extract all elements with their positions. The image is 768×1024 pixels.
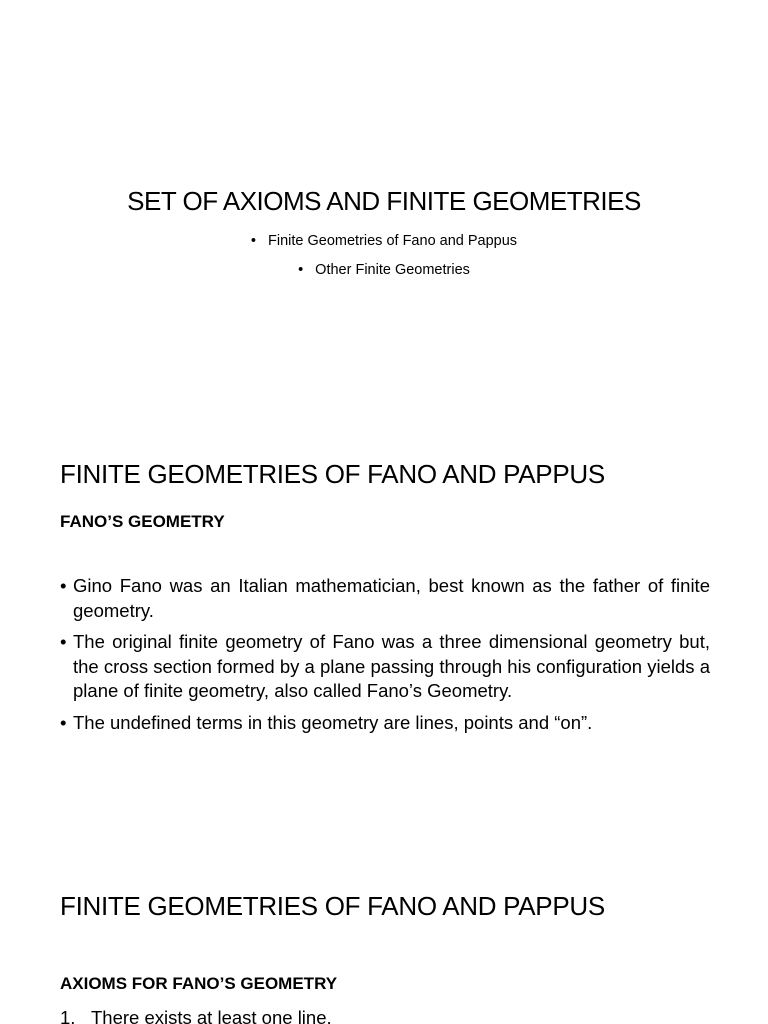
subtitle-item [0,227,768,256]
axiom-text: There exists at least one line. [91,1007,332,1024]
content-slide-axioms [0,864,768,1024]
list-item [60,711,710,736]
title-slide [0,0,768,432]
bullet-icon: • [60,711,67,733]
slide-heading: FINITE GEOMETRIES OF FANO AND PAPPUS [60,891,605,921]
bullet-icon: • [250,233,256,249]
subtitle-item-text: Finite Geometries of Fano and Pappus [268,233,518,249]
section-label: FANO’S GEOMETRY [60,512,225,531]
content-slide-fano-geometry [0,432,768,864]
slide-heading: FINITE GEOMETRIES OF FANO AND PAPPUS [60,459,605,489]
subtitle-item [0,256,768,285]
list-item-text: The undefined terms in this geometry are lines, points and “on”. [73,711,593,733]
presentation-title: SET OF AXIOMS AND FINITE GEOMETRIES [127,186,641,216]
bullet-icon: • [60,631,67,652]
section-label: AXIOMS FOR FANO’S GEOMETRY [60,974,338,993]
list-item-text: The original finite geometry of Fano was a three dimensional geometry but, the cross section formed by a plane passing through his configuration yields a plane of finite geometry, also called Fano’s Geometry. [73,631,710,701]
list-item-text: Gino Fano was an Italian mathematician, best known as the father of finite geometry. [73,575,710,621]
subtitle-list [0,227,768,285]
axiom-item [60,1006,710,1024]
axiom-number: 1. [60,1007,76,1024]
bullet-list [60,574,710,742]
list-item [60,630,710,704]
bullet-icon: • [298,262,304,278]
subtitle-item-text: Other Finite Geometries [315,262,470,278]
axiom-list [60,1006,710,1024]
list-item [60,574,710,623]
bullet-icon: • [60,575,67,596]
